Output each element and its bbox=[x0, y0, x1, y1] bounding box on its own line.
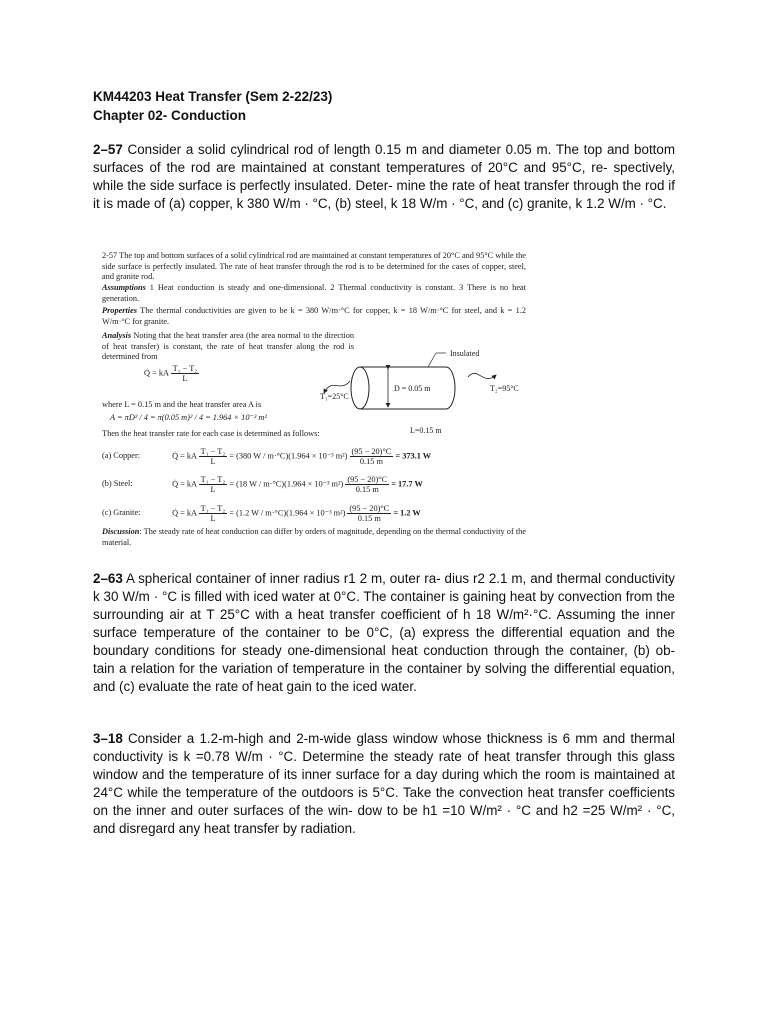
diameter-label: D = 0.05 m bbox=[394, 384, 431, 393]
where-text: where L = 0.15 m and the heat transfer area A is bbox=[102, 400, 262, 409]
rate-equation-fraction bbox=[171, 364, 200, 383]
case-result: = 1.2 W bbox=[393, 508, 421, 518]
properties-text: The thermal conductivities are given to be k = 380 W/m·°C for copper, k = 18 W/m·°C for steel, and k = 1.2 W/m·°C for granite. bbox=[102, 306, 526, 326]
fraction-denominator: L bbox=[210, 457, 216, 466]
fraction-numerator: (95 − 20)°C bbox=[349, 504, 390, 513]
assumptions-text: 1 Heat conduction is steady and one-dimensional. 2 Thermal conductivity is constant. 3 There is no heat generation. bbox=[102, 283, 526, 303]
insulated-leader bbox=[428, 353, 436, 367]
rod-left-face bbox=[351, 367, 369, 409]
fraction-denominator: 0.15 m bbox=[359, 457, 383, 466]
insulated-label: Insulated bbox=[450, 349, 480, 358]
case-lhs: Q̇ = kA bbox=[172, 451, 197, 461]
case-label: (b) Steel: bbox=[102, 479, 133, 489]
length-label: L=0.15 m bbox=[410, 426, 442, 435]
solution-properties bbox=[102, 306, 526, 327]
rate-equation-lhs: Q̇ = kA bbox=[144, 368, 169, 378]
fraction-denominator: L bbox=[210, 514, 216, 523]
case-substitution: = (1.2 W / m·°C)(1.964 × 10⁻³ m²) bbox=[229, 508, 346, 518]
case-fraction bbox=[199, 475, 228, 494]
solution-discussion bbox=[102, 527, 526, 548]
case-lhs: Q̇ = kA bbox=[172, 508, 197, 518]
case-granite bbox=[102, 504, 421, 523]
solution-analysis bbox=[102, 331, 354, 363]
case-substitution: = (18 W / m·°C)(1.964 × 10⁻³ m²) bbox=[229, 479, 344, 489]
case-copper bbox=[102, 447, 431, 466]
case-fraction bbox=[199, 447, 228, 466]
area-equation: A = πD² / 4 = π(0.05 m)² / 4 = 1.964 × 10⁻³ m² bbox=[110, 413, 267, 422]
fraction-numerator: T₁ − T₂ bbox=[200, 504, 226, 513]
problem-number: 2–57 bbox=[93, 142, 123, 157]
problem-text: A spherical container of inner radius r1 2 m, outer ra- dius r2 2.1 m, and thermal conductivity k 30 W/m · °C is filled with iced water at 0°C. The container is gaining heat by convection from the surrounding air at T 25°C with a heat transfer coefficient of h 18 W/m²·°C. Assuming the inner surface temperature of the container to be 0°C, (a) express the differential equation and the boundary conditions for steady one-dimensional heat conduction through the container, (b) ob- tain a relation for the variation of temperature in the container by solving the differential equation, and (c) evaluate the rate of heat gain to the iced water. bbox=[93, 571, 675, 694]
case-steel bbox=[102, 475, 423, 494]
solution-scan bbox=[102, 251, 526, 551]
fraction-denominator: L bbox=[182, 374, 188, 383]
case-fraction-values bbox=[347, 504, 391, 523]
problem-text: Consider a 1.2-m-high and 2-m-wide glass window whose thickness is 6 mm and thermal conductivity is k =0.78 W/m · °C. Determine the steady rate of heat transfer through this glass window and the temperature of its inner surface for a day during which the room is maintained at 24°C while the temperature of the outdoors is 5°C. Take the convection heat transfer coefficients on the inner and outer surfaces of the win- dow to be h1 =10 W/m² · °C and h2 =25 W/m² · °C, and disregard any heat transfer by radiation. bbox=[93, 731, 675, 836]
problem-number: 2–63 bbox=[93, 571, 123, 586]
case-fraction-values bbox=[345, 475, 389, 494]
rod-figure bbox=[318, 347, 526, 439]
heat-in-arrow bbox=[468, 373, 496, 378]
case-fraction-values bbox=[350, 447, 394, 466]
case-fraction bbox=[199, 504, 228, 523]
fraction-numerator: T₁ − T₂ bbox=[200, 475, 226, 484]
discussion-label: Discussion bbox=[102, 527, 140, 536]
then-text: Then the heat transfer rate for each case is determined as follows: bbox=[102, 429, 320, 438]
fraction-numerator: (95 − 20)°C bbox=[347, 475, 388, 484]
assumptions-label: Assumptions bbox=[102, 283, 146, 292]
case-result: = 373.1 W bbox=[395, 451, 432, 461]
t2-label: T₂=95°C bbox=[490, 384, 519, 393]
fraction-numerator: (95 − 20)°C bbox=[351, 447, 392, 456]
fraction-denominator: 0.15 m bbox=[355, 485, 379, 494]
properties-label: Properties bbox=[102, 306, 138, 315]
problem-3-18 bbox=[93, 730, 675, 838]
course-title: KM44203 Heat Transfer (Sem 2-22/23) bbox=[93, 89, 333, 104]
case-lhs: Q̇ = kA bbox=[172, 479, 197, 489]
chapter-title: Chapter 02- Conduction bbox=[93, 108, 247, 123]
problem-2-57 bbox=[93, 141, 675, 213]
analysis-text: Noting that the heat transfer area (the area normal to the direction of heat transfer) is constant, the rate of heat transfer along the rod is determined from bbox=[102, 331, 354, 362]
problem-text: Consider a solid cylindrical rod of length 0.15 m and diameter 0.05 m. The top and bottom surfaces of the rod are maintained at constant temperatures of 20°C and 95°C, re- spectively, while the side surface is perfectly insulated. Deter- mine the rate of heat transfer through the rod if it is made of (a) copper, k 380 W/m · °C, (b) steel, k 18 W/m · °C, and (c) granite, k 1.2 W/m · °C. bbox=[93, 142, 675, 211]
solution-intro: 2-57 The top and bottom surfaces of a solid cylindrical rod are maintained at constant temperatures of 20°C and 95°C while the side surface is perfectly insulated. The rate of heat transfer through the rod is to be determined for the cases of copper, steel, and granite rod. bbox=[102, 251, 526, 282]
case-label: (c) Granite: bbox=[102, 508, 141, 518]
t1-label: T₁=25°C bbox=[320, 392, 349, 401]
solution-assumptions bbox=[102, 283, 526, 304]
case-result: = 17.7 W bbox=[391, 479, 423, 489]
problem-number: 3–18 bbox=[93, 731, 123, 746]
fraction-numerator: T₁ − T₂ bbox=[200, 447, 226, 456]
case-substitution: = (380 W / m·°C)(1.964 × 10⁻³ m²) bbox=[229, 451, 348, 461]
fraction-numerator: T₁ − T₂ bbox=[172, 364, 198, 373]
fraction-denominator: L bbox=[210, 485, 216, 494]
analysis-label: Analysis bbox=[102, 331, 132, 340]
case-label: (a) Copper: bbox=[102, 451, 141, 461]
document-header bbox=[93, 87, 332, 125]
rod-right-face bbox=[446, 367, 455, 409]
fraction-denominator: 0.15 m bbox=[357, 514, 381, 523]
problem-2-63 bbox=[93, 570, 675, 696]
rate-equation bbox=[144, 364, 199, 383]
discussion-text: : The steady rate of heat conduction can differ by orders of magnitude, depending on the thermal conductivity of the material. bbox=[102, 527, 526, 547]
